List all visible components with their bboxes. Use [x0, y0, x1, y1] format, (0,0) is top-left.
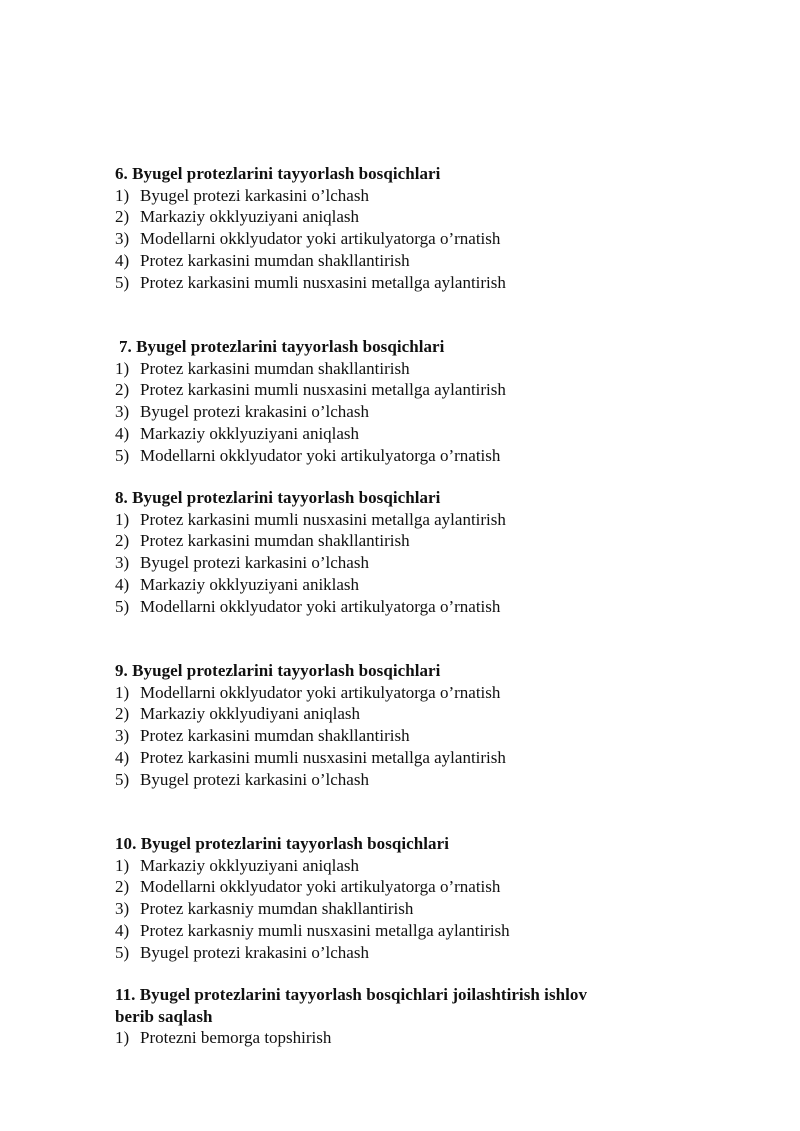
item-number: 4) — [115, 920, 130, 940]
item-text: Protez karkasniy mumli nusxasini metallga aylantirish — [140, 920, 510, 940]
list-item — [115, 747, 675, 769]
item-number: 5) — [115, 445, 130, 465]
item-number: 3) — [115, 553, 130, 573]
question-6 — [115, 163, 675, 293]
item-text: Byugel protezi karkasini o’lchash — [140, 769, 369, 789]
item-text: Markaziy okklyuziyani aniqlash — [140, 423, 360, 443]
item-number: 4) — [115, 574, 130, 594]
item-number: 4) — [115, 747, 130, 767]
answer-list — [115, 185, 675, 294]
list-item — [115, 552, 675, 574]
list-item — [115, 272, 675, 294]
item-number: 1) — [115, 1028, 130, 1048]
item-text: Markaziy okklyudiyani aniqlash — [140, 704, 361, 724]
item-number: 2) — [115, 207, 130, 227]
question-heading: 10. Byugel protezlarini tayyorlash bosqichlari — [115, 834, 449, 853]
item-text: Modellarni okklyudator yoki artikulyatorga o’rnatish — [140, 877, 501, 897]
item-number: 2) — [115, 380, 130, 400]
list-item — [115, 898, 675, 920]
question-10 — [115, 833, 675, 963]
item-number: 2) — [115, 531, 130, 551]
list-item — [115, 920, 675, 942]
list-item — [115, 185, 675, 207]
answer-list — [115, 358, 675, 467]
list-item — [115, 423, 675, 445]
question-heading: 6. Byugel protezlarini tayyorlash bosqichlari — [115, 164, 441, 183]
list-item — [115, 445, 675, 467]
list-item — [115, 725, 675, 747]
question-heading-line-1: 11. Byugel protezlarini tayyorlash bosqichlari joilashtirish ishlov — [115, 985, 587, 1004]
list-item — [115, 401, 675, 423]
item-number: 1) — [115, 509, 130, 529]
answer-list — [115, 682, 675, 791]
list-item — [115, 855, 675, 877]
item-number: 4) — [115, 250, 130, 270]
list-item — [115, 530, 675, 552]
item-number: 1) — [115, 358, 130, 378]
list-item — [115, 703, 675, 725]
question-heading: 9. Byugel protezlarini tayyorlash bosqichlari — [115, 661, 441, 680]
item-number: 5) — [115, 596, 130, 616]
answer-list — [115, 855, 675, 964]
list-item — [115, 574, 675, 596]
item-text: Protez karkasini mumli nusxasini metallga aylantirish — [140, 509, 506, 529]
item-text: Modellarni okklyudator yoki artikulyatorga o’rnatish — [140, 229, 501, 249]
list-item — [115, 682, 675, 704]
list-item — [115, 769, 675, 791]
item-number: 3) — [115, 402, 130, 422]
question-heading: 7. Byugel protezlarini tayyorlash bosqichlari — [119, 337, 445, 356]
item-number: 3) — [115, 899, 130, 919]
question-9 — [115, 660, 675, 790]
item-text: Markaziy okklyuziyani aniklash — [140, 574, 360, 594]
item-text: Markaziy okklyuziyani aniqlash — [140, 855, 360, 875]
list-item — [115, 1027, 675, 1049]
list-item — [115, 206, 675, 228]
item-text: Protez karkasini mumli nusxasini metallga aylantirish — [140, 747, 506, 767]
item-number: 1) — [115, 682, 130, 702]
list-item — [115, 876, 675, 898]
item-text: Protezni bemorga topshirish — [140, 1028, 332, 1048]
item-text: Protez karkasini mumdan shakllantirish — [140, 726, 410, 746]
list-item — [115, 509, 675, 531]
item-number: 2) — [115, 704, 130, 724]
item-number: 1) — [115, 855, 130, 875]
item-text: Byugel protezi karkasini o’lchash — [140, 185, 369, 205]
list-item — [115, 942, 675, 964]
item-text: Markaziy okklyuziyani aniqlash — [140, 207, 360, 227]
question-8 — [115, 487, 675, 617]
list-item — [115, 379, 675, 401]
item-number: 2) — [115, 877, 130, 897]
item-text: Protez karkasini mumdan shakllantirish — [140, 250, 410, 270]
question-heading: 8. Byugel protezlarini tayyorlash bosqichlari — [115, 488, 441, 507]
question-heading-line-2: berib saqlash — [115, 1006, 213, 1026]
list-item — [115, 596, 675, 618]
question-11 — [115, 984, 675, 1049]
list-item — [115, 358, 675, 380]
item-number: 5) — [115, 769, 130, 789]
item-text: Modellarni okklyudator yoki artikulyatorga o’rnatish — [140, 682, 501, 702]
item-text: Protez karkasini mumli nusxasini metallga aylantirish — [140, 272, 506, 292]
item-number: 1) — [115, 185, 130, 205]
item-text: Protez karkasini mumdan shakllantirish — [140, 358, 410, 378]
question-7 — [115, 336, 675, 466]
item-text: Byugel protezi krakasini o’lchash — [140, 402, 369, 422]
list-item — [115, 250, 675, 272]
answer-list — [115, 509, 675, 618]
item-text: Protez karkasini mumli nusxasini metallga aylantirish — [140, 380, 506, 400]
item-number: 4) — [115, 423, 130, 443]
item-number: 3) — [115, 726, 130, 746]
answer-list — [115, 1027, 675, 1049]
item-number: 5) — [115, 942, 130, 962]
item-text: Byugel protezi krakasini o’lchash — [140, 942, 369, 962]
item-text: Modellarni okklyudator yoki artikulyatorga o’rnatish — [140, 596, 501, 616]
item-number: 5) — [115, 272, 130, 292]
list-item — [115, 228, 675, 250]
item-text: Protez karkasini mumdan shakllantirish — [140, 531, 410, 551]
item-text: Modellarni okklyudator yoki artikulyatorga o’rnatish — [140, 445, 501, 465]
item-text: Byugel protezi karkasini o’lchash — [140, 553, 369, 573]
item-text: Protez karkasniy mumdan shakllantirish — [140, 899, 414, 919]
item-number: 3) — [115, 229, 130, 249]
